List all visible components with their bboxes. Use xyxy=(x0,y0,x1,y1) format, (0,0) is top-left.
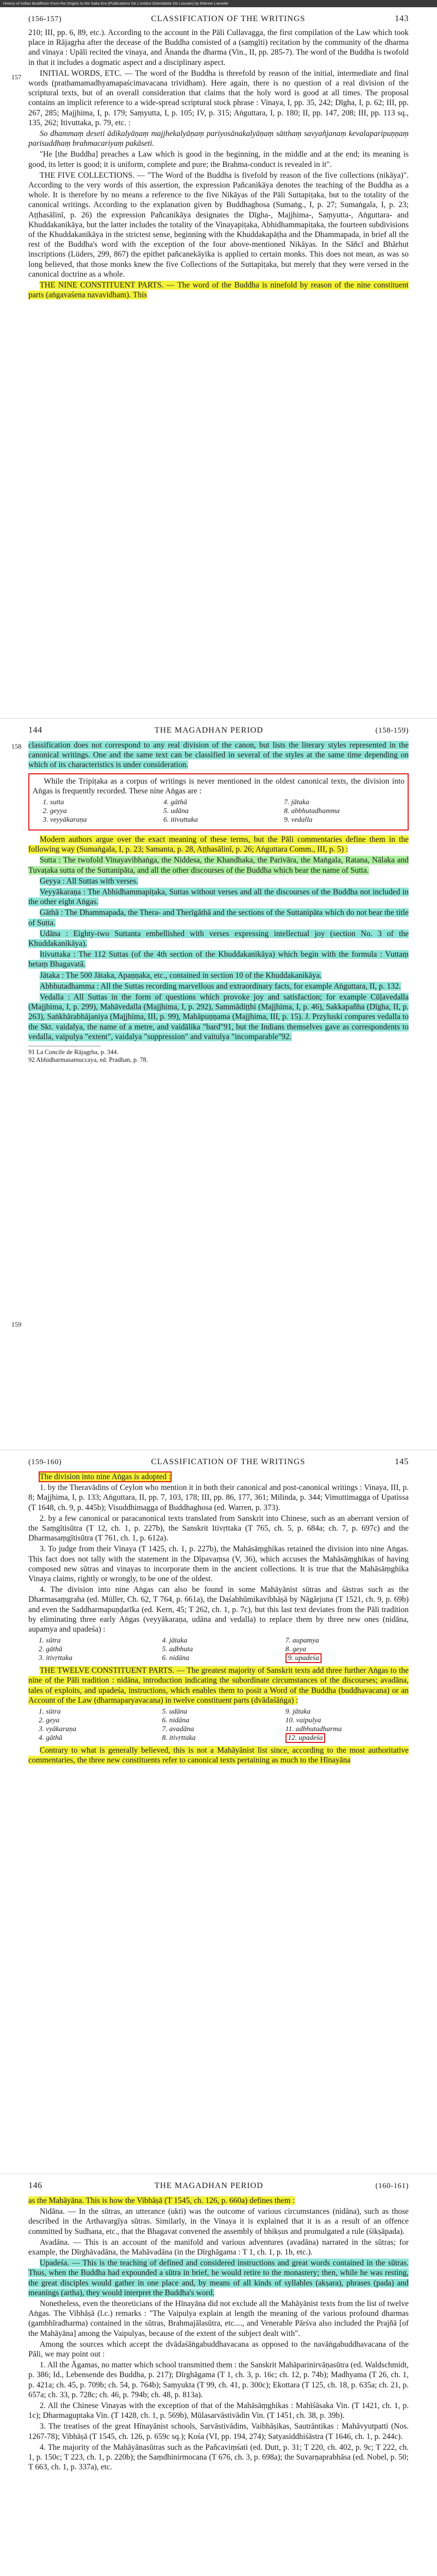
list-item: 9. jātaka xyxy=(285,1708,311,1716)
list-item: 7. avadāna xyxy=(162,1725,194,1734)
highlight-green: Sutta : The twofold Vinayavibhaṅga, the Niddesa, the Khandhaka, the Parivāra, the Maṅgala, Ratana, Nālaka and Tuvaṭaka sutta of the Suttanipāta, and all the other discourses of the Buddha which bear the name of Sutta. xyxy=(28,856,409,875)
list-item: 3. vyākaraṇa xyxy=(39,1725,77,1734)
new-angas-list xyxy=(39,1636,409,1663)
paragraph: 3. To judge from their Vinaya (T 1425, ch. 1, p. 227b), the Mahāsāṃghikas retained the division into nine Aṅgas. This fact does not tally with the statement in the Dīpavaṃsa (V, 36), which accuses the Mahāsāṃghikas of having composed new sūtras and vinayas to incorporate them in the ancient collections. It is true that the Mahāsāṃghika Vinaya claims, rightly or wrongly, to be one of the oldest. xyxy=(28,1545,409,1584)
paragraph: 4. The majority of the Mahāyānasūtras such as the Pañcaviṃśati (ed. Dutt, p. 31; T 220, ch. 402, p. 9c; T 222, ch. 1, p. 150c; T 223, ch. 1, p. 220b); the Saṃdhinirmocana (T 676, ch. 3, p. 698a); the Suvarṇaprabhāsa (ed. Nobel, p. 50; T 663, ch. 1, p. 337a), etc. xyxy=(28,2443,409,2472)
highlight-cyan: Udāna : Eighty-two Suttanta embellished with verses expressing intellectual joy (section No. 3 of the Khuddakanikāya). xyxy=(28,929,409,948)
list-item: 2. geya xyxy=(39,1717,60,1725)
list-item: 8. abbhutadhamma xyxy=(284,807,340,816)
paragraph: 210; III, pp. 6, 89, etc.). According to the account in the Pāli Cullavagga, the first compilation of the Law which took place in Rājagṛha after the decease of the Buddha consisted of a (saṃgīti) recitation by the community of the dharma and vinaya : Upāli recited the vinaya, and Ānanda the dharma (Vin., II, pp. 285-7). The word of the Buddha is twofold in that it includes a dogmatic aspect and a disciplinary aspect. xyxy=(28,28,409,67)
definition xyxy=(28,981,409,991)
page-header xyxy=(28,2180,409,2193)
red-boxed-section xyxy=(28,773,409,831)
list-item xyxy=(285,1734,409,1742)
document-page-4 xyxy=(0,2174,437,2576)
page-number: 144 xyxy=(28,725,42,735)
paragraph xyxy=(28,2196,409,2206)
header-title: CLASSIFICATION OF THE WRITINGS xyxy=(151,14,306,23)
list-item: 4. gāthā xyxy=(39,1734,62,1742)
highlight-cyan: Upadeśa. — This is the teaching of defined and considered instructions and great words contained in the sūtras. Thus, when the Buddha had expounded a sūtra in brief, he would retire to the monastery; then, while he was resting, the great disciples would gather in one place and, by means of all kinds of syllables (akṣara), phrases (pada) and meanings (artha), they would interpret the Buddha's word. xyxy=(28,2259,409,2297)
paragraph: 3. The treatises of the great Hīnayānist schools, Sarvāstivādins, Vaibhāṣikas, Sautrāntikas : Mahāvyutpatti (Nos. 1267-78); Vibhāṣā (T 1545, ch. 126, p. 659c sq.); Kośa (VI, pp. 194, 274); Satyasiddhiśāstra (T 1646, ch. 1, p. 244c). xyxy=(28,2422,409,2441)
definition xyxy=(28,971,409,980)
definition xyxy=(28,887,409,907)
paragraph: Nidāna. — In the sūtras, an utterance (ukti) was the outcome of various circumstances (nidāna), such as those described in the Arthavargīya sūtras. Similarly, in the Vinaya it is explained that it is as a result of an offence committed by Sudhana, etc., that the Bhagavat convened the assembly of bhikṣus and promulgated a rule (śikṣāpada). xyxy=(28,2207,409,2236)
list-item: 2. gāthā xyxy=(39,1646,62,1654)
definition xyxy=(28,929,409,948)
highlight-cyan: Gāthā : The Dhammapada, the Thera- and Therīgāthā and the sections of the Suttanipāta which do not bear the title of Sutta. xyxy=(28,908,409,927)
page-header xyxy=(28,13,409,26)
page-header xyxy=(28,1456,409,1469)
highlight-yellow: as the Mahāyāna. This is how the Vibhāṣā (T 1545, ch. 126, p. 660a) defines them : xyxy=(28,2196,295,2205)
page-body xyxy=(28,2196,409,2473)
page-header xyxy=(28,725,409,737)
page-number: 146 xyxy=(28,2180,42,2190)
paragraph: While the Tripiṭaka as a corpus of writings is never mentioned in the oldest canonical texts, the division into Aṅgas is frequently recorded. These nine Aṅgas are : xyxy=(32,776,405,795)
highlight-cyan: Itivuttaka : The 112 Suttas (of the 4th section of the Khuddakanikāya) which begin with the formula : Vuttaṃ hetaṃ Bhagavatā. xyxy=(28,950,409,969)
list-item: 8. itivṛttaka xyxy=(162,1734,196,1742)
highlight-cyan: classification does not correspond to any real division of the canon, but lists the literary styles represented in the canonical writings. One and the same text can be classified in several of the styles at the same time depending on which of its characteristics is under consideration. xyxy=(28,741,409,770)
paragraph xyxy=(28,1745,409,1765)
paragraph: THE FIVE COLLECTIONS. — "The Word of the Buddha is fivefold by reason of the five collections (nikāya)". According to the very words of this assertion, the expression Pañcanikāya denotes the teaching of the Buddha as a whole. It is therefore by no means a reference to the five Nikāyas of the Pāli Suttapiṭaka, but to the totality of the canonical writings. According to the explanation given by Buddhaghosa (Sumaṅg., I, p. 27; Sumaṅgala, I, p. 23; Aṭṭhasālinī, p. 26) the expression Pañcanikāya designates the Dīgha-, Majjhima-, Saṃyutta-, Aṅguttara- and Khuddakanikāya, but the latter includes the totality of the Vinayapiṭaka, Abhidhammapiṭaka, the fourteen subdivisions of the Khuddakanikāya in the strictest sense, beginning with the Khuddakapāṭha and the Dhammapada, in brief all the rest of the Buddha's word with the exception of the four above-mentioned Nikāyas. In the Sāñcī and Bhārhut inscriptions (Lüders, 299, 867) the epithet pañcanekāyika is applied to certain monks. This does not mean, as was so long believed, that those monks knew the five Collections of the Suttapiṭaka, but merely that they were versed in the canonical doctrine as a whole. xyxy=(28,171,409,279)
header-title: CLASSIFICATION OF THE WRITINGS xyxy=(151,1458,306,1466)
list-item: 9. vedalla xyxy=(284,816,313,824)
definition xyxy=(28,950,409,969)
highlight-cyan: Jātaka : The 500 Jātaka, Apaṇṇaka, etc., contained in section 10 of the Khuddakanikāya. xyxy=(40,971,322,980)
highlighted-paragraph xyxy=(28,280,409,300)
highlight-cyan: Veyyākaraṇa : The Abhidhammapiṭaka, Suttas without verses and all the discourses of the Buddha not included in the other eight Aṅgas. xyxy=(28,888,409,907)
paragraph: 2. by a few canonical or paracanonical texts translated from Sanskrit into Chinese, such as an aberrant version of the Saṃgītisūtra (T 12, ch. 1, p. 227b), the Sanskrit Itivṛttaka (T 765, ch. 5, p. 684a; ch. 7, p. 697c) and the Dharmasaṃgītisūtra (T 761, ch. 1, p. 612a). xyxy=(28,1514,409,1543)
page-number: 143 xyxy=(394,13,409,23)
page-body xyxy=(28,740,409,1064)
highlight-yellow: Modern authors argue over the exact meaning of these terms, but the Pāli commentaries define them in the following way (Sumaṅgala, I, p. 23; Samanta, p. 28, Aṭṭhasālinī, p. 26; Aṅguttara Comm., III, p. 5) : xyxy=(28,835,409,854)
margin-number: 158 xyxy=(11,742,22,750)
footnote: 92 Abhidharmasamuccaya, ed. Pradhan, p. 78. xyxy=(28,1056,148,1064)
paragraph: So dhammaṃ deseti ādikalyāṇaṃ majjhekalyāṇaṃ pariyosānakalyāṇaṃ sātthaṃ savyañjanaṃ kevalaparipuṇṇaṃ parisuddhaṃ brahmacariyaṃ pakāseti. xyxy=(28,129,409,148)
header-title: THE MAGADHAN PERIOD xyxy=(154,726,263,735)
paragraph: "He [the Buddha] preaches a Law which is good in the beginning, in the middle and at the end; its meaning is good, its letter is good; it is uniform, complete and pure; the Brahma-conduct is revealed in it". xyxy=(28,150,409,169)
list-item: 11. adbhutadharma xyxy=(285,1725,342,1734)
document-top-bar: History of Indian Buddhism From the Origins to the Saka Era (Publications De L'institut Orientaliste De Louvain) by Etienne Lamotte xyxy=(0,0,437,7)
paragraph: 1. by the Theravādins of Ceylon who mention it in both their canonical and post-canonical writings : Vinaya, III, p. 8; Majjhima, I, p. 133; Aṅguttara, II, pp. 7, 103, 178; III, pp. 86, 177, 361; Milinda, p. 344; Vimuttimagga of Upatissa (T 1648, ch. 9, p. 445b); Visuddhimagga of Buddhaghosa (ed. Warren, p. 373). xyxy=(28,1483,409,1512)
red-boxed-number: 12. upadeśa xyxy=(285,1733,326,1743)
list-item: 5. udāna xyxy=(163,807,189,816)
list-item: 5. udāna xyxy=(162,1708,188,1716)
paragraph: 4. The division into nine Aṅgas can also be found in some Mahāyānist sūtras and śāstras such as the Dharmasaṃgraha (ed. Müller, Ch. 62, T 764, p. 661a), the Daśabhūmikavibhāṣā by Nāgārjuna (T 1521, ch. 9, p. 69b) and even the Saddharmapuṇḍarīka (ed. Kern, 45; T 262, ch. 1, p. 7c), but this last text deviates from the Pāli tradition by eliminating three early Aṅgas (veyyākaraṇa, udāna and vedalla) to replace them by three new ones (nidāna, aupamya and upadeśa) : xyxy=(28,1585,409,1634)
document-page-3 xyxy=(0,1450,437,2174)
header-left: (159-160) xyxy=(28,1458,62,1466)
highlight-cyan: Vedalla : All Suttas in the form of questions which provoke joy and satisfaction; for example Cūḷavedalla (Majjhima, I, p. 299), Mahāvedalla (Majjhima, I, p. 292), Sammādiṭṭhi (Majjhima, I, p. 46), Sakkapañha (Dīgha, II, p. 263), Saṅkhārabhājaniya (Majjhima, III, p. 99), Mahāpuṇṇama (Majjhima, III, p. 15). J. Przyluski compares vedalla to the Skt. vaidalya, the name of a metre, and vaidālika "bard"91, but the Indians themselves gave as correspondents to vedalla, vaipulya "extent", vaidalya "suppression" and vaitulya "incomparable"92. xyxy=(28,993,409,1041)
intro-paragraph xyxy=(28,740,409,770)
list-item: 6. nidāna xyxy=(162,1717,190,1725)
list-item: 7. jātaka xyxy=(284,799,309,807)
list-item: 2. geyya xyxy=(43,807,67,816)
paragraph xyxy=(28,1666,409,1705)
highlight-yellow: Contrary to what is generally believed, this is not a Mahāyānist list since, according to the most authoritative commentaries, the three new constituents refer to canonical texts pertaining as much to the Hīnayāna xyxy=(28,1746,409,1765)
highlight-yellow: The division into nine Aṅgas is adopted : xyxy=(40,1472,171,1481)
paragraph: 2. All the Chinese Vinayas with the exception of that of the Mahāsāṃghikas : Mahīśāsaka Vin. (T 1421, ch. 1, p. 1c); Dharmaguptaka Vin. (T 1428, ch. 1, p. 569b), Mūlasarvāstivādin Vin. (T 1451, ch. 38, p. 39b). xyxy=(28,2401,409,2420)
margin-number: 157 xyxy=(11,73,22,81)
paragraph: Avadāna. — This is an account of the manifold and various adventures (avadāna) narrated in the sūtras; for example, the Dīrghāvadāna, the Mahāvadāna (in the Dīrghāgama : T 1, ch. 1, p. 1b, etc.). xyxy=(28,2238,409,2257)
nine-angas-list xyxy=(43,798,405,824)
list-item: 6. nidāna xyxy=(162,1654,190,1663)
margin-number: 159 xyxy=(11,1320,22,1328)
definition xyxy=(28,855,409,875)
highlight-yellow: THE NINE CONSTITUENT PARTS. — The word of the Buddha is ninefold by reason of the nine constituent parts (aṅgavaśena navavidham). This xyxy=(28,281,409,300)
list-item: 4. gāthā xyxy=(163,799,187,807)
page-number: 145 xyxy=(394,1456,409,1466)
red-boxed-number: 9. upadeśa xyxy=(285,1653,322,1663)
header-left: (156-157) xyxy=(28,15,62,23)
footnotes xyxy=(28,1048,409,1064)
list-item: 5. adbhuta xyxy=(162,1646,193,1654)
document-page-2 xyxy=(0,719,437,1450)
list-item: 3. veyyākaraṇa xyxy=(43,816,87,824)
highlight-yellow: THE TWELVE CONSTITUENT PARTS. — The greatest majority of Sanskrit texts add three further Aṅgas to the nine of the Pāli tradition : nidāna, introduction indicating the subordinate circumstances of the discourses; avadāna, tales of exploits, and upadeśa, instructions, which enables them to posit a Word of the Buddha (buddhavacana) or an Account of the Law (dharmaparyavacana) in twelve constituent parts (dvādaśāṅga) : xyxy=(28,1666,409,1705)
list-item xyxy=(285,1654,409,1663)
definition xyxy=(28,876,409,886)
list-item: 1. sūtra xyxy=(39,1708,61,1716)
paragraph: Nonetheless, even the theoreticians of the Hīnayāna did not exclude all the Mahāyānist texts from the list of twelve Aṅgas. The Vibhāṣā (l.c.) remarks : "The Vaipulya explain at length the meaning of the various profound dharmas (gambhīradharma) contained in the sūtras, Brahmajālasūtra, etc...., and Venerable Pārśva also included the Prajñā [of the Mahāyāna] among the Vaipulyas, because of the extent of the subject dealt with". xyxy=(28,2299,409,2338)
definition xyxy=(28,992,409,1042)
page-body xyxy=(28,28,409,301)
highlight-cyan: Geyya : All Suttas with verses. xyxy=(40,876,139,886)
twelve-angas-list xyxy=(39,1707,409,1742)
document-page-1 xyxy=(0,0,437,719)
list-item: 4. jātaka xyxy=(162,1637,188,1645)
list-item: 1. sūtra xyxy=(39,1637,61,1645)
list-item: 10. vaipulya xyxy=(285,1717,321,1725)
paragraph: 1. All the Āgamas, no matter which school transmitted them : the Sanskrit Mahāparinirvāṇasūtra (ed. Waldschmidt, p. 386; Id., Lebensende des Buddha, p. 217); Dīrghāgama (T 1, ch. 3, p. 16c; ch. 12, p. 74b); Madhyama (T 26, ch. 1, p. 421a; ch. 45, p. 709b; ch. 54, p. 764b); Saṃyukta (T 99, ch. 41, p. 300c); Ekottara (T 125, ch. 18, p. 635a; ch. 21, p. 657a; ch. 33, p. 728c; ch. 46, p. 794b; ch. 48, p. 813a). xyxy=(28,2361,409,2399)
header-right: (160-161) xyxy=(375,2182,409,2190)
header-title: THE MAGADHAN PERIOD xyxy=(154,2181,263,2190)
paragraph: INITIAL WORDS, ETC. — The word of the Buddha is threefold by reason of the initial, intermediate and final words (prathamamadhyamapaścimavacana trividham). Here again, there is no question of a real division of the scriptural texts, but of an overall consideration that claims that the holy word is good at all times. The proposal contains an implicit reference to a wide-spread scriptural stock phrase : Vinaya, I, pp. 35, 242; Dīgha, I, p. 62; III, pp. 267, 285; Majjhima, I, p. 179; Saṃyutta, I, p. 105; IV, p. 315; Aṅguttara, I, p. 180; II, pp. 147, 208; III, pp. 113 sq., 135, 262; Itivuttaka, p. 79, etc. : xyxy=(28,69,409,127)
list-item: 1. sutta xyxy=(43,799,64,807)
paragraph xyxy=(28,2258,409,2298)
definition xyxy=(28,908,409,927)
header-right: (158-159) xyxy=(375,726,409,735)
list-item: 6. itivuttaka xyxy=(163,816,198,824)
section-heading xyxy=(28,1472,409,1482)
paragraph: Among the sources which accept the dvādaśāṅgabuddhavacana as opposed to the navāṅgabuddhavacana of the Pāli, we may point out : xyxy=(28,2340,409,2359)
paragraph xyxy=(28,835,409,854)
list-item: 8. geya xyxy=(285,1646,307,1654)
list-item: 7. aupamya xyxy=(285,1637,319,1645)
list-item: 3. itivṛttaka xyxy=(39,1654,73,1663)
page-body xyxy=(28,1472,409,1766)
highlight-cyan: Abbhutadhamma : All the Suttas recording marvellous and extraordinary facts, for example Aṅguttara, II, p. 132. xyxy=(40,981,401,991)
footnote: 91 La Concile de Rājagṛha, p. 344. xyxy=(28,1048,119,1056)
